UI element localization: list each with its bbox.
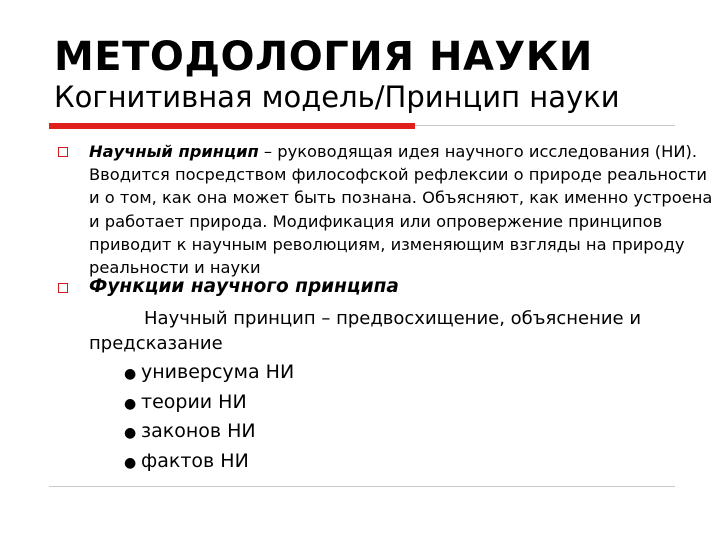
functions-text: Научный принцип – предвосхищение, объяснение и предсказание [89, 308, 642, 354]
list-item: ● законов НИ [124, 417, 294, 447]
dot-bullet-icon: ● [124, 454, 137, 471]
list-item: ● теории НИ [124, 388, 294, 418]
dot-bullet-icon: ● [124, 366, 137, 382]
bottom-divider [49, 486, 675, 487]
principle-term: Научный принцип [89, 142, 259, 161]
list-item: ● универсума НИ [124, 358, 294, 388]
slide-subtitle: Когнитивная модель/Принцип науки [54, 80, 620, 114]
top-divider-accent [49, 123, 415, 129]
square-bullet-icon [58, 283, 68, 293]
functions-list [124, 358, 294, 476]
principle-definition [89, 140, 714, 279]
principle-text: – руководящая идея научного исследования (НИ). Вводится посредством философской рефлексии о природе реальности и о том, как она может быть познана. Объясняют, как именно устроена и работает природа. Модификация или опровержение принципов приводит к научным революциям, изменяющим взгляды на природу реальности и науки [89, 142, 713, 278]
square-bullet-icon [58, 147, 68, 157]
dot-bullet-icon: ● [124, 425, 137, 441]
functions-heading: Функции научного принципа [89, 276, 399, 297]
list-item: ● фактов НИ [124, 447, 294, 477]
slide-title: МЕТОДОЛОГИЯ НАУКИ [54, 34, 593, 80]
dot-bullet-icon: ● [124, 395, 137, 412]
